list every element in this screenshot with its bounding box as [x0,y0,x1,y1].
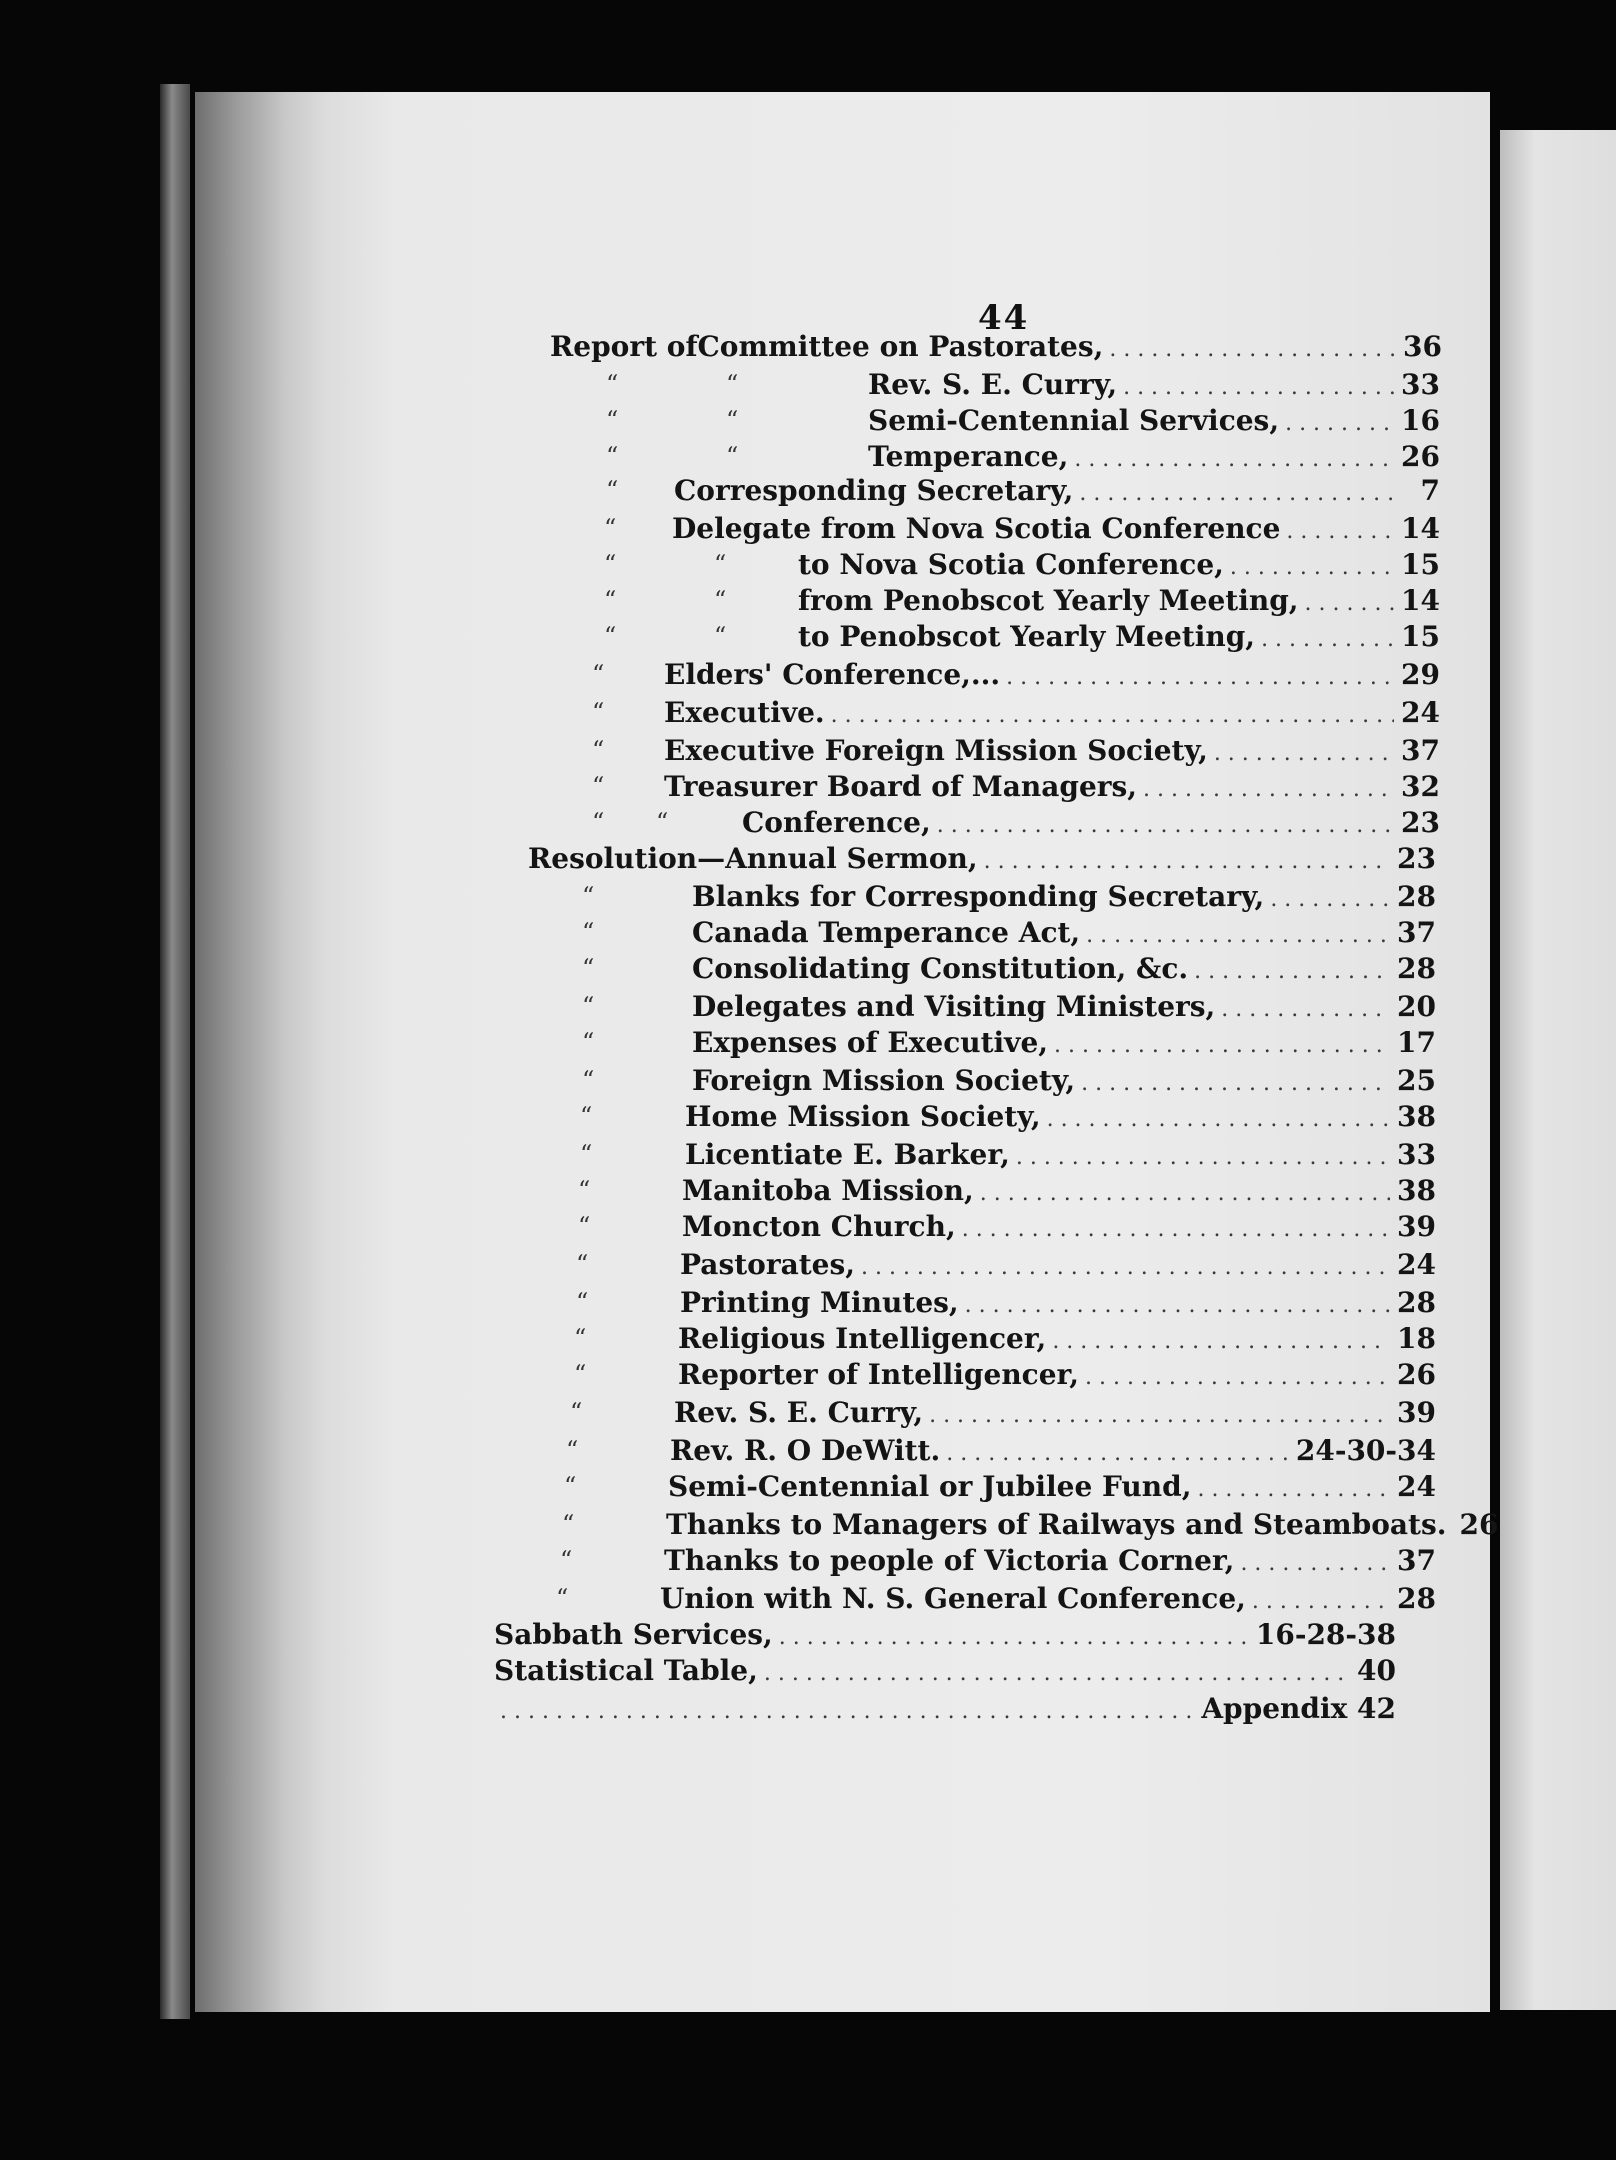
index-entry [578,1174,1436,1212]
index-heading: Report of [550,330,698,363]
index-entry [604,512,1440,550]
ditto-mark: “ [592,698,605,726]
dot-leader [929,1403,1390,1428]
dot-leader [1197,1477,1390,1502]
index-entry-label: Union with N. S. General Conference, [660,1582,1246,1615]
dot-leader [1054,1033,1390,1058]
index-entry-label: Moncton Church, [682,1210,956,1243]
ditto-mark: “ [726,370,739,398]
ditto-mark: “ [564,1472,577,1500]
index-entry-label: Elders' Conference,... [664,658,1001,691]
index-entry-label: Temperance, [868,440,1069,473]
dot-leader [1079,481,1394,506]
index-entry [582,916,1436,954]
index-entry-label: Expenses of Executive, [692,1026,1049,1059]
index-entry [592,806,1440,844]
index-entry [592,658,1440,696]
dot-leader [1085,1365,1390,1390]
index-entry-label: Committee on Pastorates, [697,330,1104,363]
ditto-mark: “ [592,808,605,836]
dot-leader [1214,741,1394,766]
index-page-ref: 37 [1401,734,1440,767]
index-page-ref: 28 [1397,952,1436,985]
index-page-ref: 25 [1397,1064,1436,1097]
ditto-mark: “ [578,1212,591,1240]
index-entry-label: Delegates and Visiting Ministers, [692,990,1216,1023]
dot-leader [1016,1145,1390,1170]
dot-leader [980,1181,1390,1206]
index-page-ref: 14 [1401,512,1440,545]
ditto-mark: “ [580,1140,593,1168]
index-entry [582,990,1436,1028]
index-entry-label: Rev. R. O DeWitt. [670,1434,941,1467]
ditto-mark: “ [560,1546,573,1574]
index-entry [582,880,1436,918]
index-heading: Sabbath Services, [494,1618,773,1651]
index-entry [574,1322,1436,1360]
index-page-ref: 24 [1397,1248,1436,1281]
ditto-mark: “ [574,1360,587,1388]
dot-leader [962,1217,1390,1242]
ditto-mark: “ [582,1028,595,1056]
ditto-mark: “ [714,586,727,614]
dot-leader [779,1625,1250,1650]
ditto-mark: “ [570,1398,583,1426]
index-heading: Resolution— [528,842,726,875]
index-page-ref: 18 [1397,1322,1436,1355]
index-page-ref: 39 [1397,1396,1436,1429]
index-entry [592,696,1440,734]
dot-leader [1285,411,1394,436]
index-entry-label: Home Mission Society, [685,1100,1041,1133]
index-entry [592,770,1440,808]
index-page-ref: 37 [1397,916,1436,949]
dot-leader [1143,777,1394,802]
index-entry [582,1026,1436,1064]
ditto-mark: “ [714,622,727,650]
dot-leader [764,1661,1350,1686]
index-entry-label: Thanks to people of Victoria Corner, [664,1544,1235,1577]
index-entry [580,1100,1436,1138]
index-entry [550,330,1442,368]
index-entry-label: Printing Minutes, [680,1286,959,1319]
index-page-ref: 20 [1397,990,1436,1023]
index-entry [604,620,1440,658]
index-page-ref: 24 [1401,696,1440,729]
index-page-ref: 28 [1397,1286,1436,1319]
index-entry-label: Treasurer Board of Managers, [664,770,1138,803]
dot-leader [1123,375,1394,400]
dot-leader [1047,1107,1390,1132]
index-entry [580,1138,1436,1176]
ditto-mark: “ [578,1176,591,1204]
dot-leader [1261,627,1394,652]
ditto-mark: “ [580,1102,593,1130]
dot-leader [946,1441,1290,1466]
index-page-ref: 17 [1397,1026,1436,1059]
dot-leader [500,1699,1195,1724]
ditto-mark: “ [592,772,605,800]
index-entry [606,474,1440,512]
index-page-ref: 23 [1401,806,1440,839]
ditto-mark: “ [726,442,739,470]
index-entry-label: Delegate from Nova Scotia Conference [672,512,1281,545]
ditto-mark: “ [576,1250,589,1278]
dot-leader [965,1293,1390,1318]
ditto-mark: “ [606,406,619,434]
index-entry [604,548,1440,586]
dot-leader [861,1255,1390,1280]
ditto-mark: “ [714,550,727,578]
index-entry [578,1210,1436,1248]
index-entry-label: Manitoba Mission, [682,1174,974,1207]
index-entry-label: Religious Intelligencer, [678,1322,1047,1355]
index-entry-label: Reporter of Intelligencer, [678,1358,1079,1391]
index-entry-label: Canada Temperance Act, [692,916,1081,949]
ditto-mark: “ [556,1584,569,1612]
ditto-mark: “ [582,992,595,1020]
dot-leader [831,703,1394,728]
ditto-mark: “ [726,406,739,434]
dot-leader [1194,959,1390,984]
index-page-ref: 23 [1397,842,1436,875]
index-page-ref: 26 [1401,440,1440,473]
index-entry-label: to Penobscot Yearly Meeting, [798,620,1256,653]
index-page-ref: 15 [1401,548,1440,581]
index-entry-label: Rev. S. E. Curry, [674,1396,924,1429]
index-entry-label: Blanks for Corresponding Secretary, [692,880,1265,913]
index-entry-label: Conference, [742,806,931,839]
ditto-mark: “ [592,736,605,764]
dot-leader [1305,591,1394,616]
index-entry-label: Annual Sermon, [725,842,978,875]
index-entry-label: Pastorates, [680,1248,855,1281]
index-entry-label: Consolidating Constitution, &c. [692,952,1189,985]
index-page-ref: 28 [1397,880,1436,913]
ditto-mark: “ [574,1324,587,1352]
index-page-ref: 14 [1401,584,1440,617]
index-entry [494,1618,1396,1656]
index-page-ref: 32 [1401,770,1440,803]
ditto-mark: “ [606,442,619,470]
index-page-ref: 26 [1459,1508,1499,1541]
index-entry [574,1358,1436,1396]
index-page-ref: 39 [1397,1210,1436,1243]
ditto-mark: “ [604,586,617,614]
index-entry [592,734,1440,772]
index-entry-label: Rev. S. E. Curry, [868,368,1118,401]
ditto-mark: “ [604,514,617,542]
index-entry-label: Executive Foreign Mission Society, [664,734,1208,767]
dot-leader [1270,887,1390,912]
index-page-ref: 33 [1397,1138,1436,1171]
index-entry [576,1286,1436,1324]
index-entry-label: to Nova Scotia Conference, [798,548,1224,581]
ditto-mark: “ [604,550,617,578]
index-entry [566,1434,1436,1472]
index-entry-label: Foreign Mission Society, [692,1064,1076,1097]
index-entry [562,1508,1499,1546]
index-entry [528,842,1436,880]
index-page-ref: 40 [1357,1654,1396,1687]
dot-leader [984,849,1390,874]
index-entry [582,1064,1436,1102]
index-entry-label: Executive. [664,696,825,729]
dot-leader [937,813,1394,838]
index-page-ref: 16-28-38 [1255,1618,1396,1651]
ditto-mark: “ [582,882,595,910]
index-entry [576,1248,1436,1286]
index-entry [556,1582,1436,1620]
dot-leader [1074,447,1394,472]
dot-leader [1052,1329,1390,1354]
index-page-ref: 36 [1403,330,1442,363]
index-page-ref: 28 [1397,1582,1436,1615]
ditto-mark: “ [656,808,669,836]
index-page-ref: 38 [1397,1100,1436,1133]
index-page-ref: 29 [1401,658,1440,691]
index-entry [494,1654,1396,1692]
index-page-ref: 15 [1401,620,1440,653]
dot-leader [1081,1071,1390,1096]
index-page-ref: Appendix 42 [1201,1692,1396,1725]
ditto-mark: “ [604,622,617,650]
index-entry [604,584,1440,622]
ditto-mark: “ [582,918,595,946]
ditto-mark: “ [562,1510,575,1538]
index-entry [582,952,1436,990]
index-entry-label: Semi-Centennial or Jubilee Fund, [668,1470,1192,1503]
index-page-ref: 7 [1420,474,1440,507]
dot-leader [1006,665,1394,690]
index-entry [494,1692,1396,1730]
dot-leader [1230,555,1394,580]
page-number: 44 [978,298,1030,338]
index-entry [606,404,1440,442]
ditto-mark: “ [606,476,619,504]
index-entry [606,368,1440,406]
index-page-ref: 26 [1397,1358,1436,1391]
dot-leader [1286,519,1394,544]
index-page-ref: 33 [1401,368,1440,401]
index-page-ref: 24-30-34 [1295,1434,1436,1467]
ditto-mark: “ [582,954,595,982]
index-entry [564,1470,1436,1508]
dot-leader [1086,923,1390,948]
index-entry-label: Thanks to Managers of Railways and Steamboats. [666,1508,1447,1541]
dot-leader [1221,997,1390,1022]
index-heading: Statistical Table, [494,1654,758,1687]
ditto-mark: “ [576,1288,589,1316]
dot-leader [1240,1551,1390,1576]
ditto-mark: “ [606,370,619,398]
index-page-ref: 37 [1397,1544,1436,1577]
index-page-ref: 38 [1397,1174,1436,1207]
index-entry-label: Semi-Centennial Services, [868,404,1280,437]
ditto-mark: “ [592,660,605,688]
index-page-ref: 24 [1397,1470,1436,1503]
dot-leader [1109,337,1396,362]
ditto-mark: “ [566,1436,579,1464]
index-entry-label: Licentiate E. Barker, [685,1138,1010,1171]
index-entry [560,1544,1436,1582]
ditto-mark: “ [582,1066,595,1094]
index-entry-label: from Penobscot Yearly Meeting, [798,584,1299,617]
index-page-ref: 16 [1401,404,1440,437]
dot-leader [1252,1589,1390,1614]
index-entry [606,440,1440,478]
index-entry-label: Corresponding Secretary, [674,474,1074,507]
index-entry [570,1396,1436,1434]
